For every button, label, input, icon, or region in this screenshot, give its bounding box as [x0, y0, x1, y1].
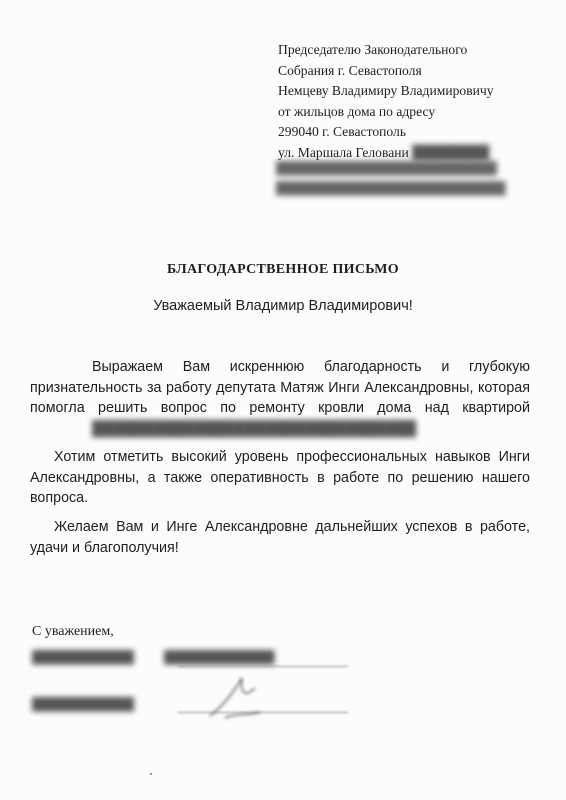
redacted-signer: ████████████ — [32, 697, 135, 711]
street-name: ул. Маршала Геловани — [278, 144, 409, 160]
addressee-line: 299040 г. Севастополь — [278, 124, 407, 140]
addressee-line: Немцеву Владимиру Владимировичу — [278, 83, 494, 99]
paragraph-thanks — [30, 357, 530, 439]
redacted-signer: ████████████ █████████████ — [32, 650, 275, 664]
closing-text: С уважением, — [32, 624, 114, 639]
paragraph-wishes: Желаем Вам и Инге Александровне дальнейших успехов в работе, удачи и благополучия! — [30, 519, 530, 556]
addressee-line: Собрания г. Севастополя — [278, 62, 422, 78]
signature-mark — [200, 668, 270, 728]
letter-greeting: Уважаемый Владимир Владимирович! — [153, 298, 413, 314]
paragraph-skills: Хотим отметить высокий уровень профессиональных навыков Инги Александровны, а также оперативность в работе по решению нашего вопроса. — [30, 449, 530, 506]
redacted-block: ██████████████████████████ ███████████████████████████ — [276, 161, 506, 195]
addressee-line: от жильцов дома по адресу — [278, 103, 436, 119]
addressee-block — [278, 40, 548, 164]
signature-line — [178, 666, 348, 667]
addressee-line: Председателю Законодательного — [278, 42, 468, 57]
letter-title: БЛАГОДАРСТВЕННОЕ ПИСЬМО — [167, 262, 399, 277]
redacted-address: ████████ — [412, 144, 490, 160]
paper-speck — [150, 773, 152, 775]
paragraph-text: Выражаем Вам искреннюю благодарность и глубокую признательность за работу депутата Матяж Инги Александровны, которая помогла решить вопрос по ремонту кровли дома над квартирой — [30, 359, 530, 416]
redacted-apartment: ████████████████████████████████ — [92, 420, 417, 437]
